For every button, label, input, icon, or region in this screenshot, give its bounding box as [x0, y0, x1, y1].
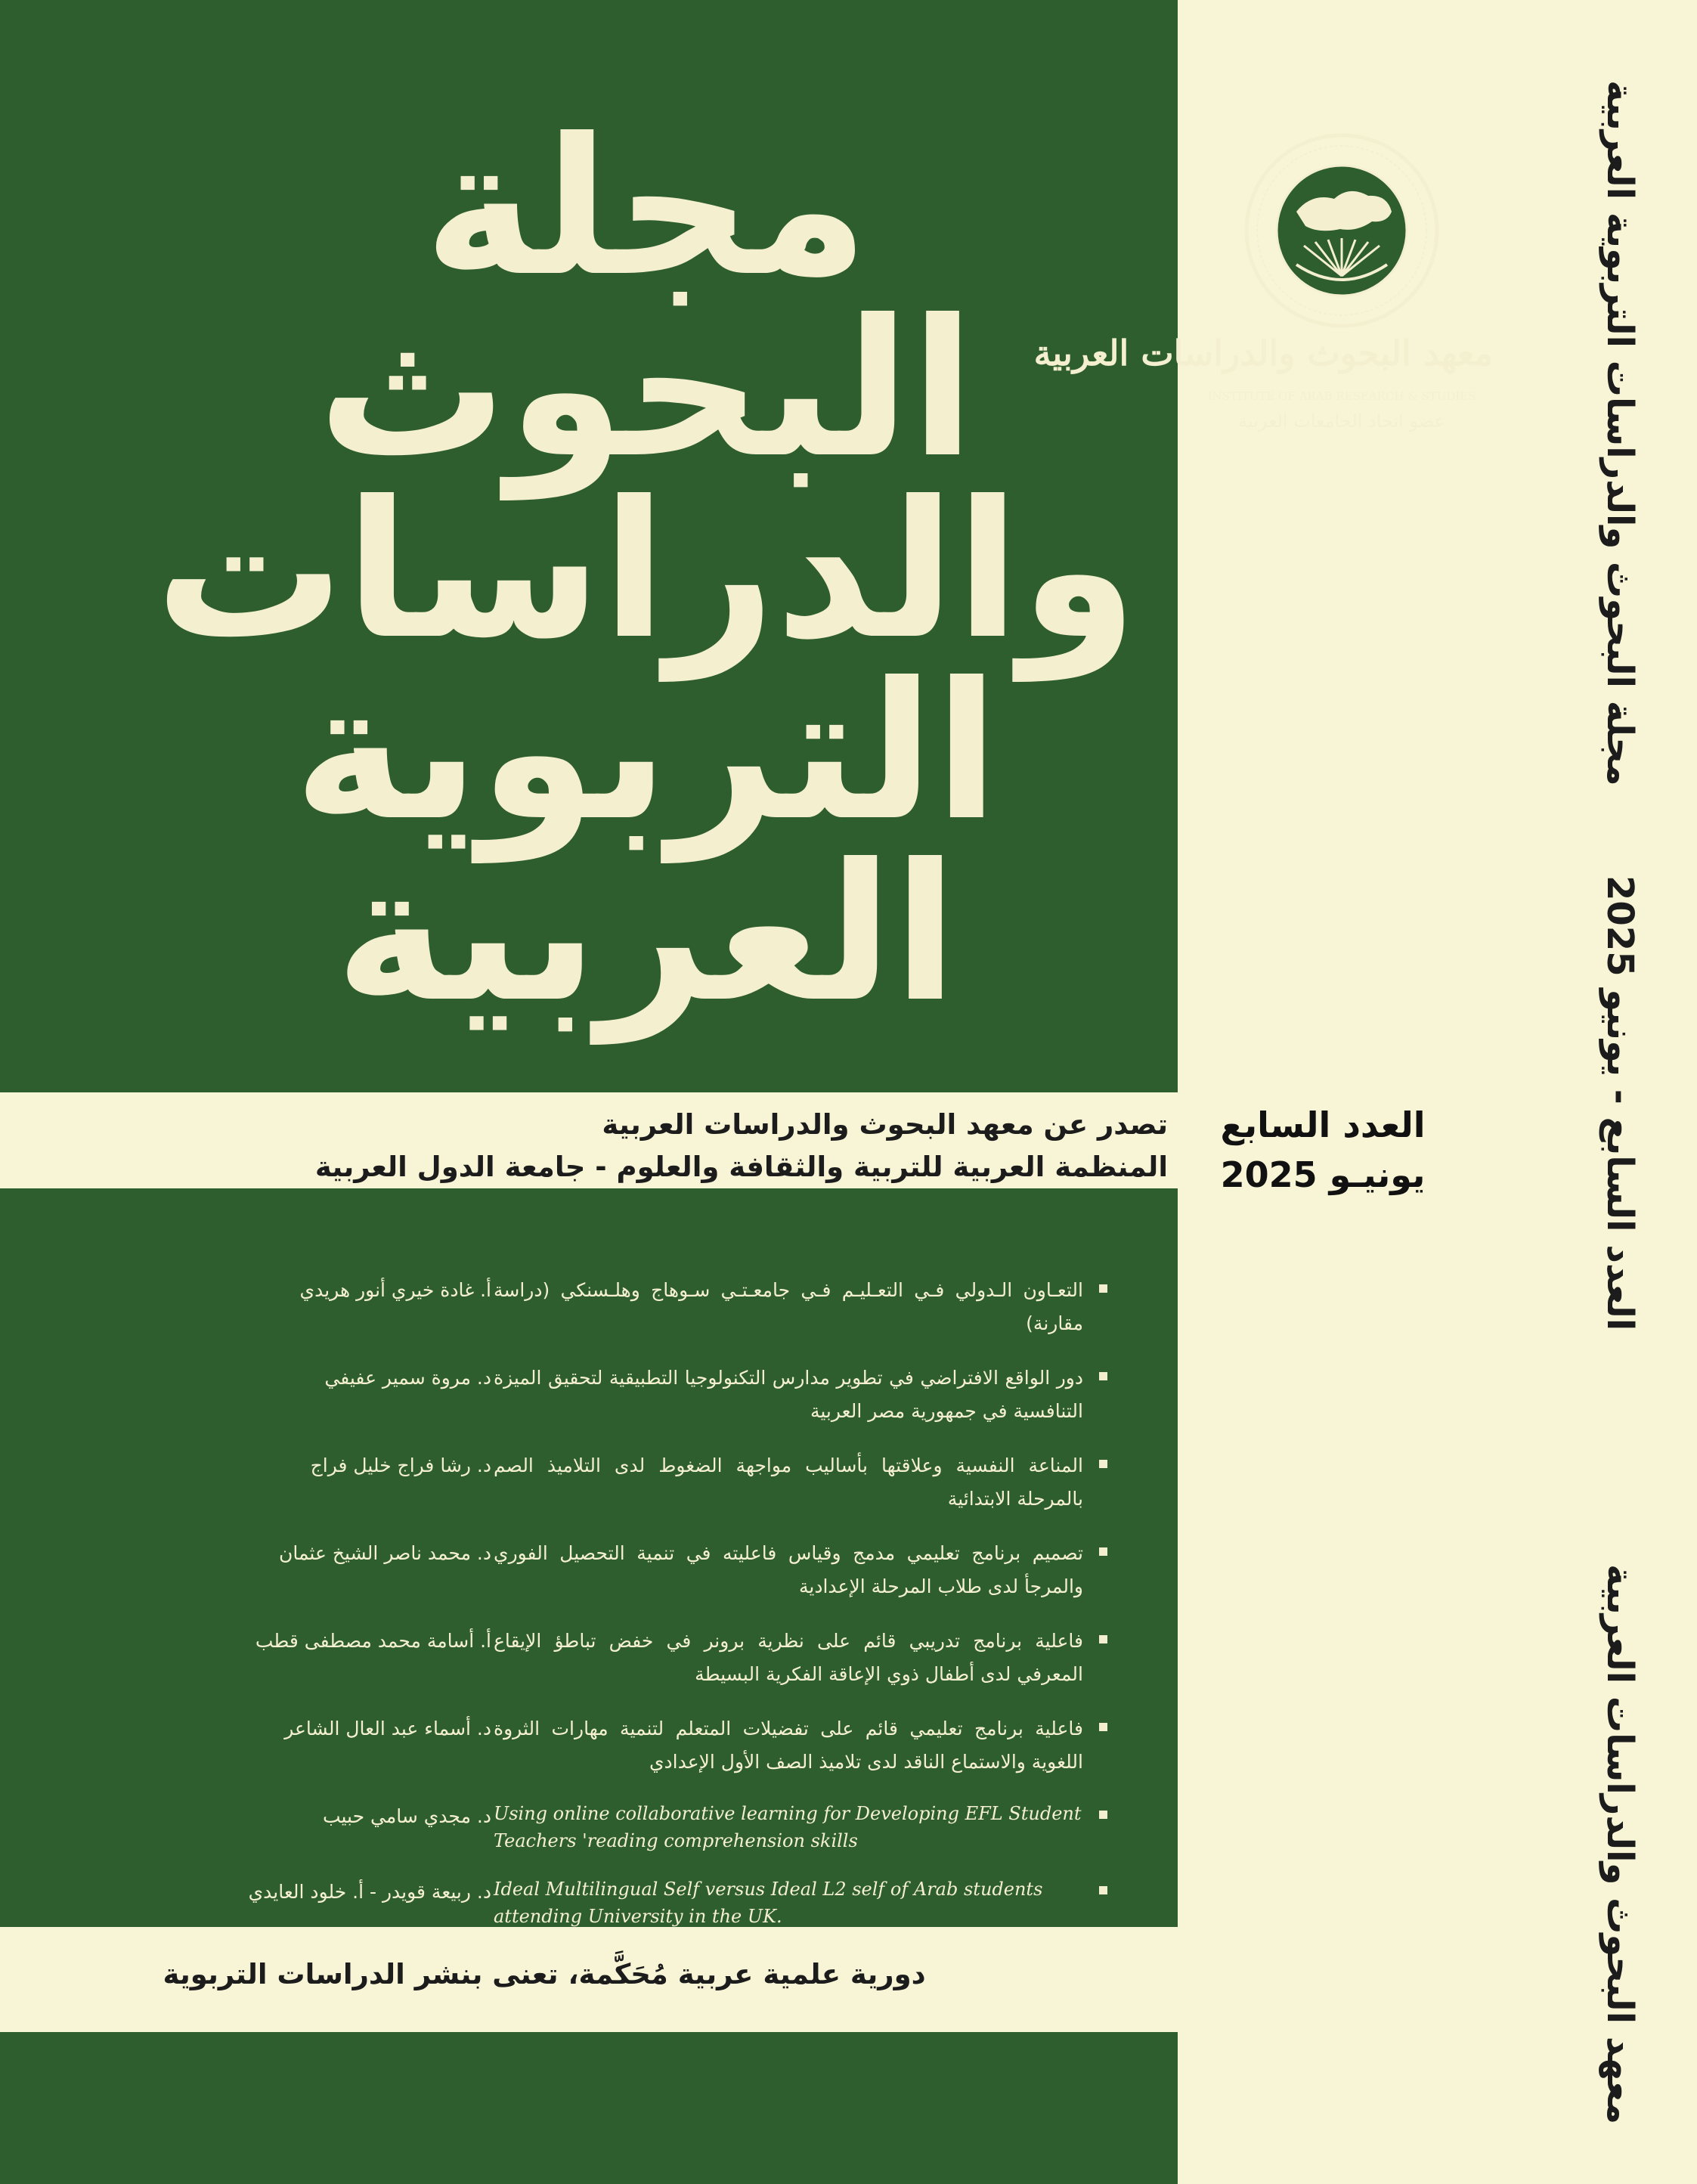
publisher-line: المنظمة العربية للتربية والثقافة والعلوم - جامعة الدول العربية: [314, 1151, 1168, 1183]
article-author: أ. أسامة محمد مصطفى قطب: [255, 1630, 491, 1652]
list-item: [166, 1362, 1107, 1428]
article-title: تصميم برنامج تعليمي مدمج وقياس فاعليته في تنمية التحصيل الفوري والمرجأ لدى طلاب المرحلة الإعدادية: [494, 1542, 1083, 1597]
journal-tagline: دورية علمية عربية مُحَكَّمة، تعنى بنشر الدراسات التربوية: [163, 1958, 926, 1990]
list-item: [166, 1625, 1107, 1691]
list-item: [166, 1876, 1107, 1930]
institute-name-arabic: معهد البحوث والدراسات العربية: [1033, 333, 1493, 373]
bullet-icon: [1099, 1460, 1107, 1468]
bullet-icon: [1099, 1284, 1107, 1293]
bullet-icon: [1099, 1635, 1107, 1643]
institute-name-english: INSTITUTE OF ARAB RESEARCH & STUDIES: [1207, 389, 1476, 403]
membership-note: عضو اتحاد الجامعات العربية: [1238, 410, 1445, 432]
article-author: د. محمد ناصر الشيخ عثمان: [278, 1542, 491, 1564]
issue-number: العدد السابع: [1220, 1104, 1426, 1145]
article-title: دور الواقع الافتراضي في تطوير مدارس التكنولوجيا التطبيقية لتحقيق الميزة التنافسية في جمهورية مصر العربية: [494, 1367, 1083, 1422]
bullet-icon: [1099, 1811, 1107, 1819]
list-item: [166, 1274, 1107, 1340]
spine-publisher: معهد البحوث والدراسات العربية: [1599, 1563, 1641, 2124]
article-author: د. أسماء عبد العال الشاعر: [284, 1718, 491, 1739]
article-title: Ideal Multilingual Self versus Ideal L2 self of Arab students attending University in the UK.: [494, 1879, 1043, 1927]
title-line: التربوية: [293, 642, 999, 862]
issue-info: [1187, 1100, 1459, 1200]
title-line: مجلة: [423, 98, 869, 318]
article-author: د. مروة سمير عفيفي: [324, 1367, 491, 1389]
institute-logo: [1033, 132, 1493, 450]
article-title: المناعة النفسية وعلاقتها بأساليب مواجهة الضغوط لدى التلاميذ الصم بالمرحلة الابتدائية: [494, 1454, 1083, 1510]
issue-date: يونيـو 2025: [1220, 1154, 1426, 1195]
article-author: د. رشا فراج خليل فراج: [310, 1454, 491, 1476]
article-title: فاعلية برنامج تدريبي قائم على نظرية برونر في خفض تباطؤ الإيقاع المعرفي لدى أطفال ذوي الإعاقة الفكرية البسيطة: [494, 1630, 1083, 1685]
list-item: [166, 1800, 1107, 1854]
article-title: فاعلية برنامج تعليمي قائم على تفضيلات المتعلم لتنمية مهارات الثروة اللغوية والاستماع الناقد لدى تلاميذ الصف الأول الإعدادي: [494, 1718, 1083, 1773]
article-author: أ. غادة خيري أنور هريدي: [299, 1279, 491, 1301]
title-line: والدراسات: [155, 460, 1138, 680]
article-author: د. ربيعة قويدر - أ. خلود العايدي: [248, 1881, 491, 1903]
bullet-icon: [1099, 1723, 1107, 1731]
spine-issue: العدد السابع - يونيو 2025: [1599, 875, 1641, 1331]
bullet-icon: [1099, 1886, 1107, 1894]
seal-icon: [1243, 132, 1440, 329]
list-item: [166, 1712, 1107, 1779]
bullet-icon: [1099, 1372, 1107, 1380]
spine-title: مجلة البحوث والدراسات التربوية العربية: [1599, 80, 1641, 786]
cover-foot-panel: [0, 2032, 1178, 2184]
list-item: [166, 1537, 1107, 1603]
publisher-info: [299, 1104, 1168, 1188]
title-line: العربية: [335, 823, 958, 1043]
publisher-line: تصدر عن معهد البحوث والدراسات العربية: [602, 1108, 1168, 1141]
article-title: Using online collaborative learning for Developing EFL Student Teachers 'reading comprehension skills: [494, 1803, 1082, 1851]
journal-title: [151, 98, 1141, 1043]
article-title: التعـاون الـدولي فـي التعـليـم فـي جامعـتـي سـوهاج وهلـسنكي (دراسة مقارنة): [494, 1279, 1083, 1334]
title-line: البحوث: [317, 279, 975, 499]
list-item: [166, 1449, 1107, 1516]
contents-list: [166, 1274, 1107, 1951]
article-author: د. مجدي سامي حبيب: [322, 1805, 491, 1827]
bullet-icon: [1099, 1547, 1107, 1556]
